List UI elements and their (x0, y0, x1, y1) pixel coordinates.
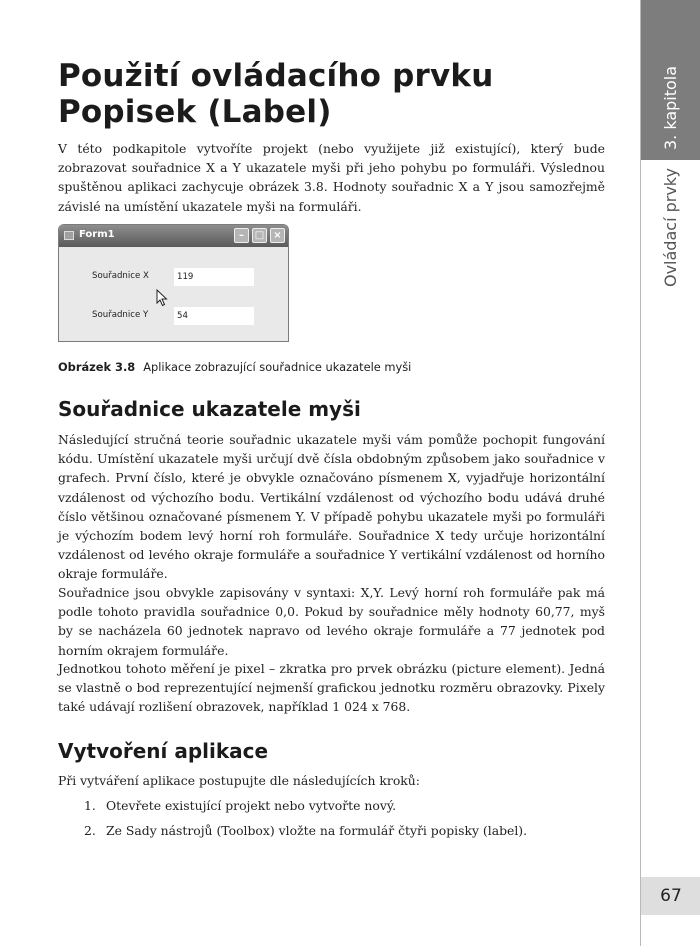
form-client-area (59, 247, 288, 342)
caption-number: Obrázek 3.8 (58, 360, 136, 374)
coordinates-paragraph-1: Následující stručná teorie souřadnic ukazatele myši vám pomůže pochopit fungování kódu. Umístění ukazatele myši určují dvě čísla obdobným způsobem jako souřadnice v grafech. První číslo, které je obvykle označováno písmenem X, vyjadřuje horizontální vzdálenost od výchozího bodu. Vertikální vzdálenost od výchozího bodu udává druhé číslo většinou označované písmenem Y. V případě pohybu ukazatele myši po formuláři je výchozím bodem levý horní roh formuláře. Souřadnice X tedy určuje horizontální vzdálenost od levého okraje formuláře a souřadnice Y vertikální vzdálenost od horního okraje formuláře. (58, 432, 605, 582)
step-text: Otevřete existující projekt nebo vytvořte nový. (106, 798, 397, 813)
list-item (84, 821, 527, 846)
step-number: 1. (84, 798, 96, 813)
mouse-pointer-icon (156, 289, 168, 307)
page-title: Použití ovládacího prvku Popisek (Label) (58, 58, 494, 130)
page-number: 67 (641, 877, 700, 915)
label-x-caption: Souřadnice X (92, 271, 149, 281)
maximize-button[interactable]: □ (252, 228, 267, 243)
close-button[interactable]: × (270, 228, 285, 243)
minimize-button[interactable]: – (234, 228, 249, 243)
step-number: 2. (84, 823, 96, 838)
section-heading-create-app: Vytvoření aplikace (58, 739, 269, 763)
window-title: Form1 (79, 229, 115, 240)
section-label: Ovládací prvky (661, 168, 680, 287)
step-text: Ze Sady nástrojů (Toolbox) vložte na formulář čtyři popisky (label). (106, 823, 528, 838)
steps-list (84, 796, 527, 846)
window-title-bar (59, 225, 288, 247)
label-x-value: 119 (174, 268, 254, 286)
chapter-sidebar (640, 0, 700, 946)
coordinates-paragraph-2: Souřadnice jsou obvykle zapisovány v syntaxi: X,Y. Levý horní roh formuláře pak má podle tohoto pravidla souřadnice 0,0. Pokud by souřadnice měly hodnoty 60,77, myš by se nacházela 60 jednotek napravo od levého okraje formuláře a 77 jednotek pod horním okrajem formuláře. (58, 585, 605, 658)
create-app-intro: Při vytváření aplikace postupujte dle následujících kroků: (58, 773, 420, 788)
caption-text: Aplikace zobrazující souřadnice ukazatele myši (143, 360, 412, 374)
window-app-icon (64, 231, 74, 240)
figure-caption (58, 360, 411, 374)
section-heading-mouse-coordinates: Souřadnice ukazatele myši (58, 397, 361, 421)
list-item (84, 796, 527, 821)
coordinates-paragraph-3: Jednotkou tohoto měření je pixel – zkratka pro prvek obrázku (picture element). Jedná se vlastně o bod reprezentující nejmenší grafickou jednotku rozměru obrazovky. Pixely také udávají rozlišení obrazovek, například 1 024 x 768. (58, 661, 605, 715)
label-y-value: 54 (174, 307, 254, 325)
intro-paragraph: V této podkapitole vytvoříte projekt (nebo využijete již existující), který bude zobrazovat souřadnice X a Y ukazatele myši při jeho pohybu po formuláři. Výslednou spuštěnou aplikaci zachycuje obrázek 3.8. Hodnoty souřadnic X a Y jsou samozřejmě závislé na umístění ukazatele myši na formuláři. (58, 141, 605, 214)
form1-window (58, 224, 289, 342)
label-y-caption: Souřadnice Y (92, 310, 149, 320)
chapter-label: 3. kapitola (661, 65, 680, 150)
